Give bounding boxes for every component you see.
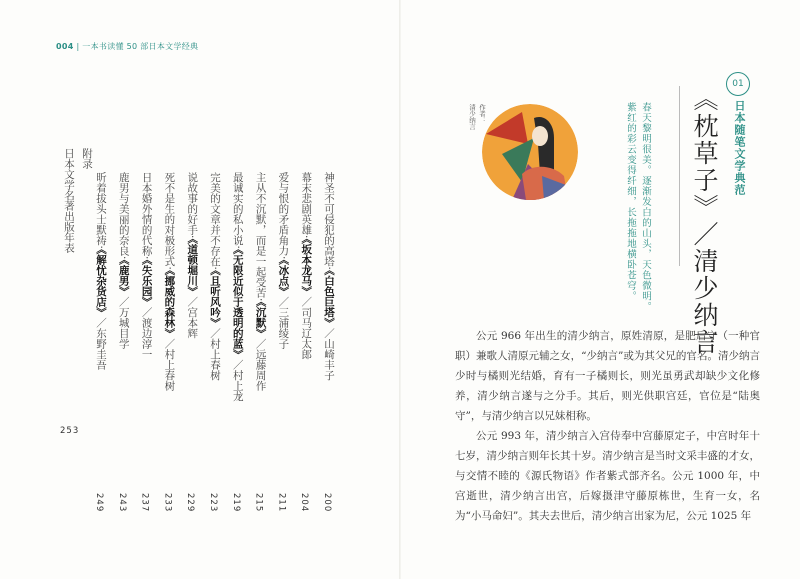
paragraph: 公元 993 年，清少纳言入宫侍奉中宫藤原定子，中宫时年十七岁，清少纳言则年长其十岁。清少纳言是当时文采丰盛的才女，与交情不睦的《源氏物语》作者紫式部齐名。公元 1000 年，中宫逝世，清少纳言出宫，后嫁摄津守藤原栋世，生育一女，名为“小马命妇”。其夫去世后，清少纳言出家为尼，公元 1025 年	[455, 430, 760, 522]
toc-entry-title: 《白色巨塔》	[323, 269, 335, 328]
appendix-entry	[60, 148, 96, 253]
appendix-page: 253	[60, 426, 80, 436]
chapter-number: 01	[732, 79, 744, 89]
body-text	[455, 326, 760, 526]
quote-line: 春天黎明很美。逐渐发白的山头，天色微明。	[640, 102, 651, 312]
title-rule	[679, 86, 680, 266]
toc-entry-lead: 鹿男与美丽的奈良·	[117, 172, 130, 260]
toc-entry-page: 215	[253, 492, 264, 512]
appendix-label: 附录	[81, 148, 93, 169]
toc-entry-lead: 主从不沉默，而是一起受苦·	[254, 172, 267, 302]
toc-entry-text	[117, 172, 132, 349]
toc-entry-lead: 神圣不可侵犯的高塔·	[323, 172, 335, 270]
author-portrait	[482, 104, 578, 200]
toc-entry-page: 219	[230, 492, 241, 512]
toc-entry-lead: 幕末悲剧英雄·	[300, 172, 313, 239]
opening-quote	[623, 102, 653, 312]
chapter-number-badge	[726, 72, 750, 96]
toc-entry-author: ／山崎丰子	[323, 327, 335, 381]
author-caption	[467, 104, 487, 130]
toc-entry-lead: 死不是生的对极形式·	[163, 172, 176, 270]
paragraph: 公元 966 年出生的清少纳言，原姓清原，是肥后守（一种官职）兼歌人清原元辅之女，“少纳言”或为其父兄的官名。清少纳言少时与橘则光结婚，育有一子橘则长，则光虽勇武却缺少文化修养，清少纳言遂与之分手。其后，则光供职宫廷，官位是“陆奥守”，与清少纳言以兄妹相称。	[455, 330, 760, 422]
quote-line: 紫红的彩云变得纤细，长拖拖地横卧苍穹。	[625, 102, 636, 302]
toc-entry	[208, 172, 222, 512]
toc-entry	[140, 172, 154, 512]
author-caption-label: 作者：	[478, 104, 486, 124]
toc-entry-author: ／三浦绫子	[277, 296, 290, 349]
toc-entry-title: 《失乐园》	[140, 259, 153, 307]
toc-entry-title: 《道顿堀川》	[186, 238, 199, 297]
toc-entry-page: 249	[94, 492, 104, 512]
toc-entry	[299, 172, 313, 512]
book-spine	[399, 0, 401, 579]
author-caption-name: 清少纳言	[468, 104, 476, 130]
toc-entry-page: 243	[116, 492, 127, 512]
toc-entry	[276, 172, 290, 512]
toc-entry-title: 《挪威的森林》	[163, 269, 176, 339]
chapter-title: 《枕草子》／清少纳言	[690, 86, 719, 356]
book-title: 一本书读懂 50 部日本文学经典	[82, 42, 199, 51]
toc-entry	[254, 172, 268, 512]
toc-entry-lead: 昕着拔头士默祷·	[95, 172, 107, 249]
toc-entry	[185, 172, 199, 512]
toc-entry	[231, 172, 245, 512]
toc-entry-author: ／渡边淳一	[140, 306, 153, 360]
toc-entry	[94, 172, 108, 512]
toc-entry-author: ／村上龙	[231, 359, 244, 402]
toc-entry-author: ／村上春树	[163, 338, 176, 391]
toc-entry-title: 《沉默》	[254, 301, 267, 339]
toc-entry-text	[94, 172, 109, 370]
toc-entry-author: ／村上春树	[209, 327, 221, 381]
toc-entry-lead: 说故事的好手·	[186, 172, 199, 239]
toc-entry-title: 《解忧杂货店》	[95, 248, 107, 318]
toc-entry-text	[276, 172, 291, 349]
toc-entry-lead: 日本婚外情的代称·	[140, 172, 153, 260]
toc-entry-title: 《无限近似于透明的蓝》	[231, 248, 244, 360]
chapter-label: 日本随笔文学典范	[733, 100, 746, 196]
toc-entry-title: 《鹿男》	[117, 259, 130, 297]
running-header	[56, 41, 198, 52]
toc-entry-text	[140, 172, 155, 359]
toc-entry-title: 《且听风吟》	[209, 269, 221, 328]
toc-entry-author: ／万城目学	[117, 296, 130, 349]
toc-entry	[162, 172, 176, 512]
toc-entry-lead: 爱与恨的矛盾角力·	[277, 172, 290, 260]
toc-entry-page: 223	[208, 492, 218, 512]
toc-entry-text	[162, 172, 177, 391]
toc-entry	[322, 172, 336, 512]
toc-entry-text	[185, 172, 200, 338]
toc-entry-page: 204	[299, 492, 310, 512]
toc-entry-text	[299, 172, 314, 359]
page-number: 004	[56, 42, 74, 51]
toc-entry-author: ／东野圭吾	[95, 317, 107, 370]
toc-entry-author: ／宫本辉	[186, 296, 199, 339]
toc-entry	[117, 172, 131, 512]
toc-entry-author: ／司马辽太郎	[300, 296, 313, 360]
toc-entry-text	[208, 172, 223, 380]
toc-entry-page: 211	[276, 492, 287, 512]
toc-entry-text	[231, 172, 246, 401]
toc-entry-page: 229	[185, 492, 196, 512]
toc-entry-title: 《坂本龙马》	[300, 238, 313, 297]
toc-entry-page: 200	[322, 492, 332, 512]
toc-entry-author: ／远藤周作	[254, 338, 267, 391]
toc-entry-text	[322, 172, 337, 380]
toc-entry-page: 237	[139, 492, 150, 512]
toc-entry-lead: 完美的文章并不存在·	[209, 172, 221, 270]
toc-entry-text	[254, 172, 269, 391]
header-separator: |	[76, 42, 80, 51]
toc-entry-title: 《冰点》	[277, 259, 290, 297]
toc-entry-lead: 最诚实的私小说·	[231, 172, 244, 249]
appendix-title: 日本文学名著出版年表	[63, 148, 75, 253]
toc-entry-page: 233	[162, 492, 173, 512]
